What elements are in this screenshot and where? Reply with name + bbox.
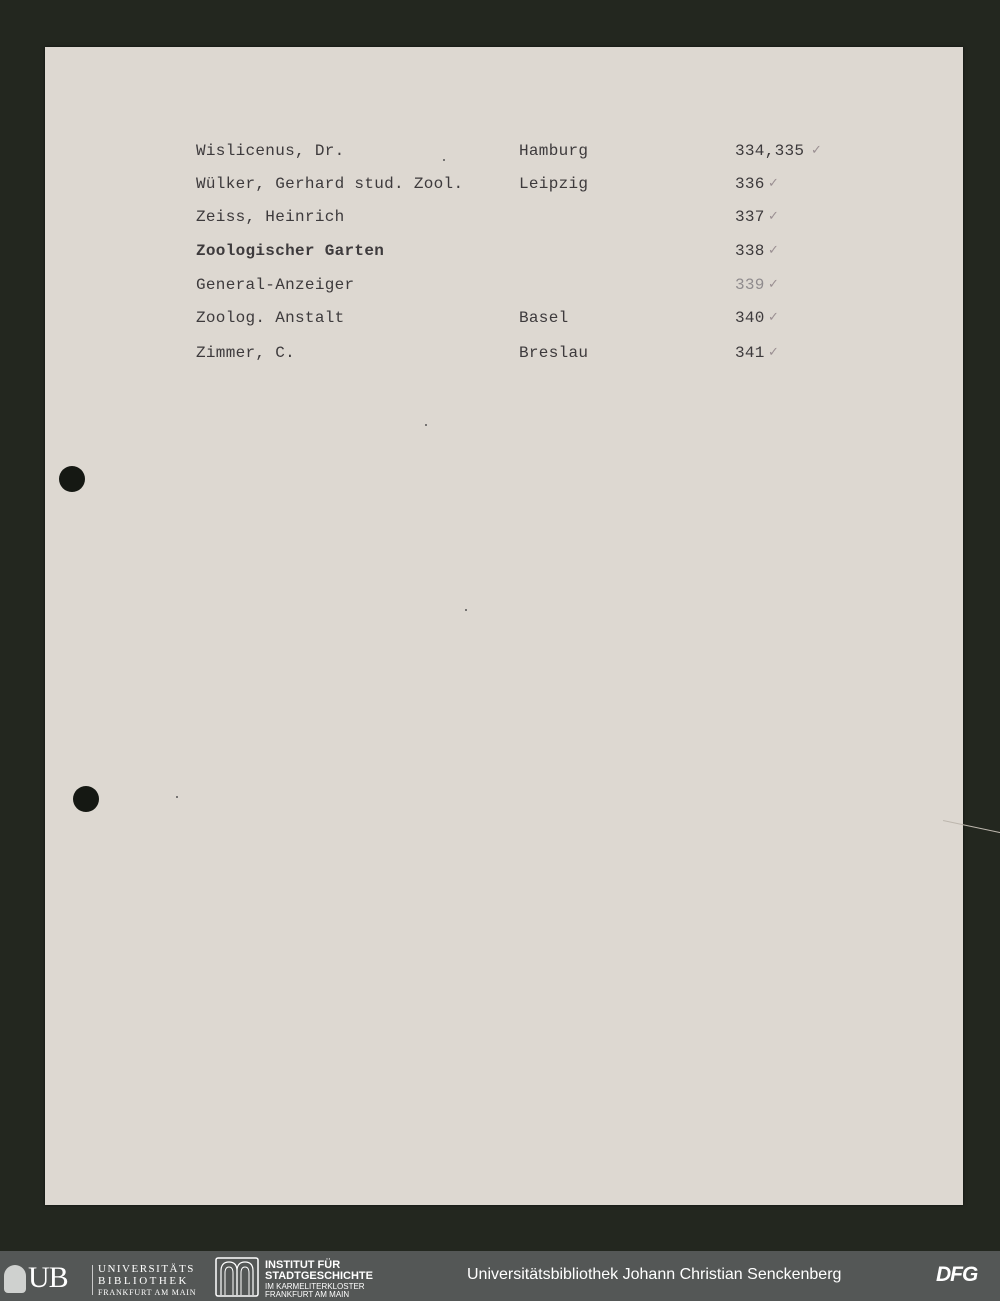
ub-logo-line: FRANKFURT AM MAIN — [98, 1288, 197, 1297]
entry-number: 338 — [735, 242, 765, 260]
checkmark-icon: ✓ — [811, 143, 822, 158]
entry-number: 336 — [735, 175, 765, 193]
list-entry — [45, 242, 963, 266]
checkmark-icon: ✓ — [768, 310, 779, 325]
checkmark-icon: ✓ — [768, 277, 779, 292]
divider — [92, 1265, 93, 1295]
dfg-logo[interactable]: DFG — [936, 1263, 978, 1286]
ub-logo-line: BIBLIOTHEK — [98, 1275, 189, 1287]
list-entry — [45, 344, 963, 368]
entry-number: 337 — [735, 208, 765, 226]
isg-logo-line: FRANKFURT AM MAIN — [265, 1290, 350, 1299]
isg-logo-line: INSTITUT FÜR — [265, 1259, 341, 1271]
entry-city: Hamburg — [519, 142, 589, 160]
checkmark-icon: ✓ — [768, 176, 779, 191]
entry-name: Zoolog. Anstalt — [196, 309, 345, 327]
ub-logo-line: UNIVERSITÄTS — [98, 1263, 195, 1275]
entry-name: Wislicenus, Dr. — [196, 142, 345, 160]
list-entry — [45, 309, 963, 333]
entry-name: Zimmer, C. — [196, 344, 296, 362]
entry-city: Breslau — [519, 344, 589, 362]
list-entry — [45, 208, 963, 232]
entry-name: Wülker, Gerhard stud. Zool. — [196, 175, 464, 193]
entry-name: Zoologischer Garten — [196, 242, 385, 260]
ub-library-logo[interactable] — [4, 1261, 204, 1297]
list-entry — [45, 276, 963, 300]
isg-logo-line: STADTGESCHICHTE — [265, 1270, 373, 1282]
ink-speck — [425, 424, 427, 426]
ink-speck — [176, 796, 178, 798]
entry-name: General-Anzeiger — [196, 276, 355, 294]
entry-number: 339 — [735, 276, 765, 294]
checkmark-icon: ✓ — [768, 209, 779, 224]
ink-speck — [465, 609, 467, 611]
footer-bar — [0, 1251, 1000, 1301]
punch-hole-top — [59, 466, 85, 492]
entry-number: 334,335 — [735, 142, 805, 160]
list-entry — [45, 175, 963, 199]
checkmark-icon: ✓ — [768, 345, 779, 360]
checkmark-icon: ✓ — [768, 243, 779, 258]
document-page — [45, 47, 963, 1205]
entry-name: Zeiss, Heinrich — [196, 208, 345, 226]
entry-city: Basel — [519, 309, 569, 327]
list-entry — [45, 142, 963, 166]
entry-number: 340 — [735, 309, 765, 327]
credit-text: Universitätsbibliothek Johann Christian Senckenberg — [467, 1266, 842, 1283]
ub-mark: UB — [28, 1261, 68, 1294]
entry-number: 341 — [735, 344, 765, 362]
portrait-icon — [4, 1265, 26, 1293]
punch-hole-bottom — [73, 786, 99, 812]
arches-icon — [215, 1257, 259, 1297]
isg-logo-line: IM KARMELITERKLOSTER — [265, 1282, 365, 1291]
entry-city: Leipzig — [519, 175, 589, 193]
isg-institute-logo[interactable] — [215, 1257, 415, 1297]
